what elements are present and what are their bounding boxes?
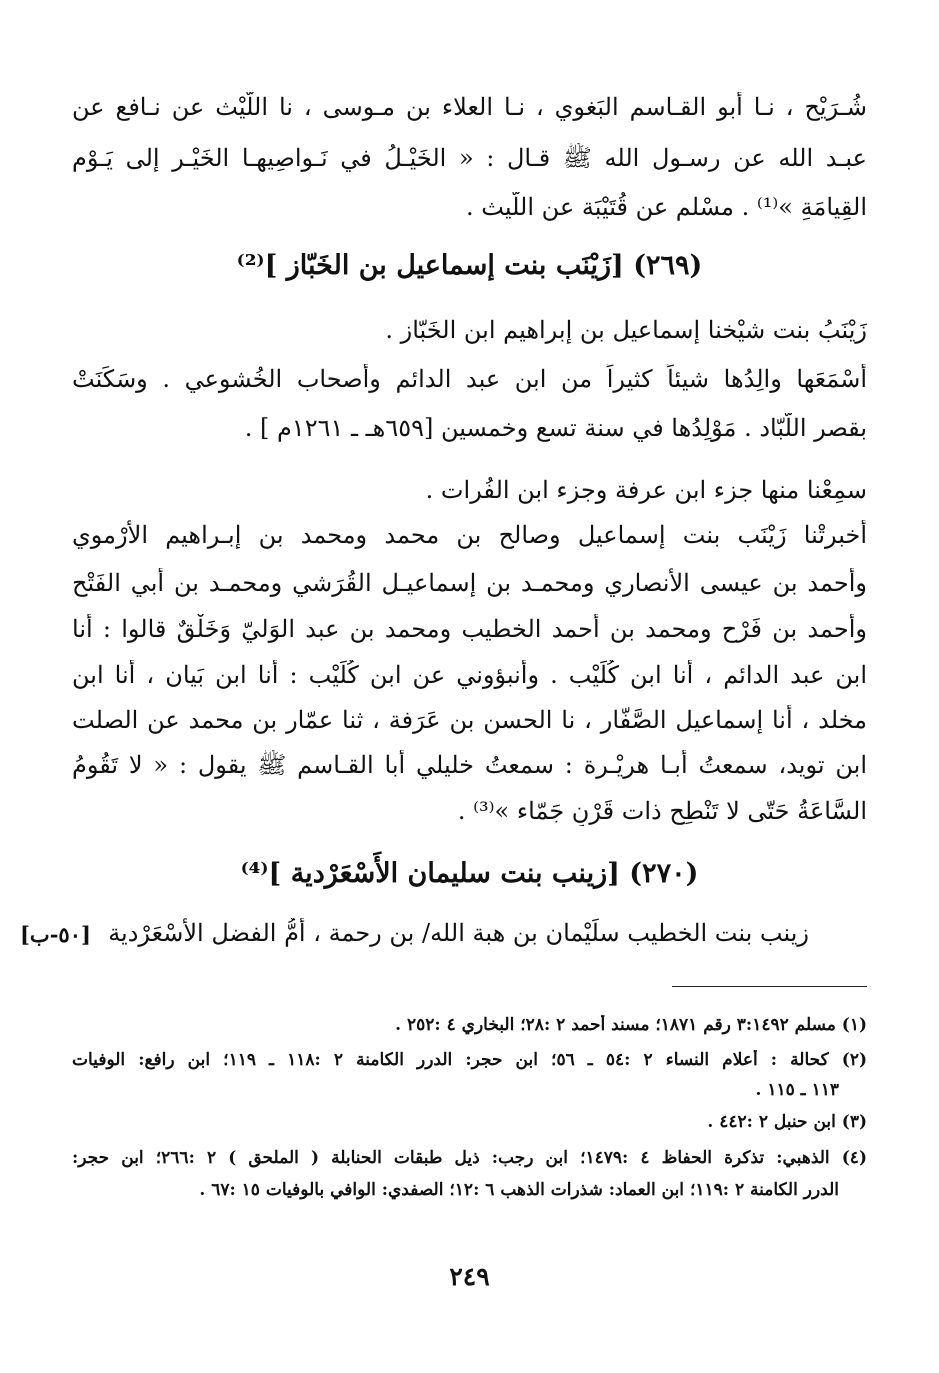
isnad-line: أخبرتْنا زَيْنَب بنت إسماعيل وصالح بن محمد ومحمد بن إبـراهيم الأَرْموي [72, 521, 867, 549]
page-number: ٢٤٩ [449, 1262, 490, 1291]
footnote-2-line-2: ١١٣ ـ ١١٥ . [755, 1080, 839, 1100]
isnad-line: وأحمد بن فَرْح ومحمد بن أحمد الخطيب ومحمد بن عبد الوَليّ وَخَلْقٌ قالوا : أنا [72, 615, 867, 643]
entry-heading-270: (٢٧٠) [زينب بنت سليمان الأَسْعَرْدية ]⁽⁴⁾ [240, 858, 699, 889]
footnote-4-line-1: (٤) الذهبي: تذكرة الحفاظ ٤ :١٤٧٩؛ ابن رجب: ذيل طبقات الحنابلة ( الملحق ) ٢ :٢٦٦؛ ابن حجر: [72, 1148, 867, 1168]
footnote-1: (١) مسلم ٣:١٤٩٢ رقم ١٨٧١؛ مسند أحمد ٢ :٢٨؛ البخاري ٤ :٢٥٢ . [395, 1015, 867, 1035]
heard-line: سمِعْنا منها جزء ابن عرفة وجزء ابن الفُرات . [425, 476, 867, 504]
bio-line: زَيْنَبُ بنت شيْخنا إسماعيل بن إبراهيم ابن الخَبّاز . [385, 316, 867, 344]
folio-mark: [٥٠-ب] [20, 922, 91, 947]
footnote-4-line-2: الدرر الكامنة ٢ :١١٩؛ ابن العماد: شذرات الذهب ٦ :١٢؛ الصفدي: الوافي بالوفيات ١٥ :٦٧ . [199, 1180, 839, 1200]
isnad-line: السَّاعَةُ حَتّى لا تَنْطِح ذات قَرْنٍ جَمّاء »⁽³⁾ . [457, 797, 867, 825]
isnad-line: مخلد ، أنا إسماعيل الصَّفّار ، نا الحسن بن عَرَفة ، ثنا عمّار بن محمد عن الصلت [72, 706, 867, 734]
entry-heading-269: (٢٦٩) [زَيْنَب بنت إسماعيل بن الخَبّاز ]⁽²⁾ [236, 250, 703, 281]
isnad-line: ابن عبد الدائم ، أنا ابن كُلَيْب . وأنبؤوني عن ابن كُلَيْب : أنا ابن بَيان ، أنا ابن [72, 661, 867, 689]
bio-line: بقصر اللَّبّاد . مَوْلِدُها في سنة تسعٍ وخمسين [٦٥٩هـ ـ ١٢٦١م ] . [244, 414, 867, 442]
bio-line: أَسْمَعَها والِدُها شيئاً كثيراً من ابن عبد الدائم وأصحاب الخُشوعي . وسَكَنَتْ [72, 365, 867, 393]
isnad-line: وأحمد بن عيسى الأنصاري ومحمـد بن إسماعيـل القُرَشي ومحمـد بن أبي الفَتْح [72, 569, 867, 597]
footnote-2-line-1: (٢) كحالة : أعلام النساء ٢ :٥٤ ـ ٥٦؛ ابن حجر: الدرر الكامنة ٢ :١١٨ ـ ١١٩؛ ابن رافع: الوفيات [72, 1050, 867, 1070]
passage-line: عبـد الله عن رسـول الله ﷺ قـال : « الخَيْـلُ في نَـواصِيهـا الخَيْـر إلى يَـوْمِ [72, 144, 867, 172]
footnote-separator [672, 986, 867, 987]
footnote-3: (٣) ابن حنبل ٢ :٤٤٢ . [707, 1112, 867, 1132]
passage-line: القِيامَةِ »⁽¹⁾ . مسْلم عن قُتَيْبَة عن اللَّيث . [466, 193, 867, 221]
isnad-line: ابن تويد، سمعتُ أبـا هريْـرة : سمعتُ خليلي أبا القـاسم ﷺ يقول : « لا تَقُومُ [72, 751, 867, 779]
passage-line: شُـرَيْح ، نـا أبو القـاسم البَغوي ، نـا العلاء بن مـوسى ، نا اللَّيْث عن نـافع عن [72, 93, 867, 121]
entry-270-first-line: زينب بنت الخطيب سلَيْمان بن هبة الله/ بن رحمة ، أُمُّ الفضل الأَسْعَرْدية [108, 919, 809, 947]
